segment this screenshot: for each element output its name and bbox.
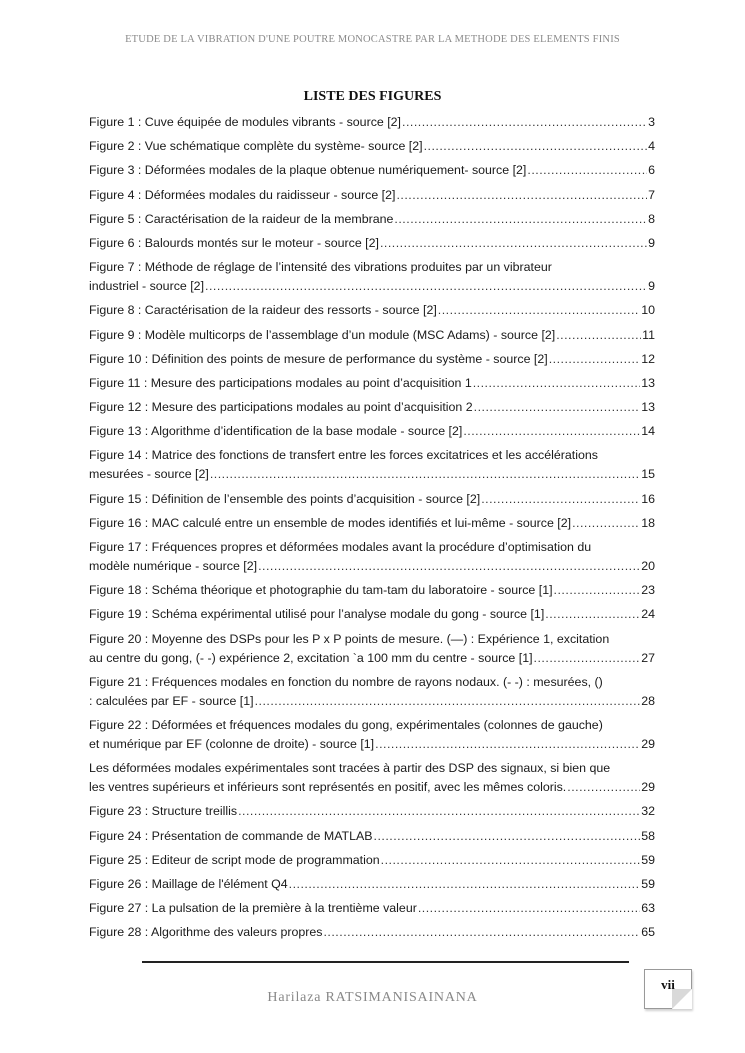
toc-entry-page: 20 <box>641 559 655 573</box>
toc-entry[interactable] <box>89 258 655 296</box>
toc-entry-page: 23 <box>641 583 655 598</box>
dot-leader <box>424 137 648 156</box>
dot-leader <box>255 692 641 711</box>
toc-entry-text-line: Figure 20 : Moyenne des DSPs pour les P x P points de mesure. (—) : Expérience 1, excitation <box>89 631 610 646</box>
toc-entry[interactable] <box>89 827 655 846</box>
toc-entry-title: Figure 13 : Algorithme d’identification de la base modale - source [2] <box>89 424 463 439</box>
dot-leader <box>258 557 640 576</box>
toc-entry[interactable] <box>89 581 655 600</box>
toc-entry[interactable] <box>89 673 655 711</box>
dot-leader <box>474 398 641 417</box>
toc-entry-page: 6 <box>648 163 655 178</box>
running-header: ETUDE DE LA VIBRATION D'UNE POUTRE MONOCASTRE PAR LA METHODE DES ELEMENTS FINIS <box>125 34 620 45</box>
dot-leader <box>527 161 647 180</box>
toc-entry[interactable] <box>89 350 655 369</box>
toc-entry-title: Figure 10 : Définition des points de mesure de performance du système - source [2] <box>89 351 548 366</box>
toc-entry[interactable] <box>89 759 655 797</box>
toc-entry[interactable] <box>89 875 655 894</box>
toc-entry-title: Figure 28 : Algorithme des valeurs propres <box>89 925 323 940</box>
toc-entry-title: Figure 1 : Cuve équipée de modules vibrants - source [2] <box>89 115 401 129</box>
toc-entry-page: 9 <box>648 279 655 294</box>
toc-entry[interactable] <box>89 802 655 821</box>
toc-entry-page: 32 <box>641 804 655 819</box>
dot-leader <box>238 802 640 821</box>
toc-entry-title: : calculées par EF - source [1] <box>89 693 254 708</box>
toc-entry-title: Figure 11 : Mesure des participations modales au point d’acquisition 1 <box>89 375 472 390</box>
page-title: LISTE DES FIGURES <box>303 89 442 104</box>
toc-entry-title: Figure 25 : Editeur de script mode de programmation <box>89 852 380 867</box>
toc-entry[interactable] <box>89 851 655 870</box>
toc-entry-page: 3 <box>648 115 655 129</box>
toc-entry-text-line: Figure 14 : Matrice des fonctions de transfert entre les forces excitatrices et les accélérations <box>89 448 598 463</box>
dot-leader <box>556 326 641 345</box>
toc-entry-title: Figure 8 : Caractérisation de la raideur des ressorts - source [2] <box>89 303 437 318</box>
toc-entry-page: 7 <box>648 187 655 202</box>
toc-entry-title: Figure 12 : Mesure des participations modales au point d’acquisition 2 <box>89 400 473 415</box>
toc-entry[interactable] <box>89 446 655 484</box>
toc-entry[interactable] <box>89 514 655 533</box>
toc-entry-title: Figure 15 : Définition de l’ensemble des points d’acquisition - source [2] <box>89 491 481 506</box>
dot-leader <box>549 350 641 369</box>
toc-entry[interactable] <box>89 630 655 668</box>
toc-entry-title: Figure 16 : MAC calculé entre un ensemble de modes identifiés et lui-même - source [2] <box>89 515 572 530</box>
toc-entry-text-line: Figure 21 : Fréquences modales en fonction du nombre de rayons nodaux. (- -) : mesurées, () <box>89 674 603 689</box>
toc-entry-title: modèle numérique - source [2] <box>89 559 258 573</box>
dot-leader <box>481 490 640 509</box>
toc-entry-text-line: Figure 7 : Méthode de réglage de l’intensité des vibrations produites par un vibrateur <box>89 260 552 275</box>
toc-entry[interactable] <box>89 605 655 624</box>
toc-entry[interactable] <box>89 301 655 320</box>
dot-leader <box>375 735 640 754</box>
dot-leader <box>572 514 640 533</box>
toc-entry-title: Figure 4 : Déformées modales du raidisseur - source [2] <box>89 187 396 202</box>
toc-entry-page: 29 <box>641 736 655 751</box>
toc-entry[interactable] <box>89 113 655 132</box>
toc-entry-page: 59 <box>641 852 655 867</box>
toc-entry-page: 13 <box>641 400 655 415</box>
toc-entry-title: Figure 6 : Balourds montés sur le moteur - source [2] <box>89 235 379 250</box>
toc-entry-title: Figure 19 : Schéma expérimental utilisé pour l’analyse modale du gong - source [1] <box>89 607 545 622</box>
toc-entry-title: industriel - source [2] <box>89 279 205 294</box>
toc-entry-title: au centre du gong, (- -) expérience 2, excitation `a 100 mm du centre - source [1] <box>89 650 533 665</box>
list-of-figures <box>89 113 655 947</box>
dot-leader <box>394 210 647 229</box>
toc-entry-page: 63 <box>641 901 655 916</box>
toc-entry-page: 28 <box>641 693 655 708</box>
dot-leader <box>438 301 640 320</box>
toc-entry-title: Figure 3 : Déformées modales de la plaque obtenue numériquement- source [2] <box>89 163 527 178</box>
toc-entry-page: 29 <box>641 780 655 795</box>
toc-entry[interactable] <box>89 899 655 918</box>
footer-author: Harilaza RATSIMANISAINANA <box>267 990 478 1005</box>
toc-entry-title: Figure 26 : Maillage de l'élément Q4 <box>89 876 288 891</box>
toc-entry-title: et numérique par EF (colonne de droite) - source [1] <box>89 736 375 751</box>
toc-entry-title: Figure 23 : Structure treillis <box>89 804 238 819</box>
toc-entry-title: Figure 9 : Modèle multicorps de l’assemblage d’un module (MSC Adams) - source [2] <box>89 327 556 342</box>
dot-leader <box>567 778 640 797</box>
toc-entry-title: Figure 2 : Vue schématique complète du système- source [2] <box>89 139 423 154</box>
dot-leader <box>289 875 641 894</box>
toc-entry-page: 14 <box>641 424 655 439</box>
dot-leader <box>473 374 640 393</box>
toc-entry-page: 8 <box>648 211 655 226</box>
toc-entry-page: 10 <box>641 303 655 318</box>
toc-entry-page: 4 <box>648 139 655 154</box>
toc-entry-title: Figure 18 : Schéma théorique et photographie du tam-tam du laboratoire - source [1] <box>89 583 553 598</box>
toc-entry-title: Figure 5 : Caractérisation de la raideur de la membrane <box>89 211 394 226</box>
footer-rule <box>142 961 629 963</box>
toc-entry[interactable] <box>89 398 655 417</box>
toc-entry[interactable] <box>89 326 655 345</box>
toc-entry-page: 13 <box>641 375 655 390</box>
toc-entry-title: Figure 27 : La pulsation de la première à la trentième valeur <box>89 901 417 916</box>
toc-entry-page: 58 <box>641 828 655 843</box>
toc-entry-page: 12 <box>641 351 655 366</box>
toc-entry-page: 24 <box>641 607 655 622</box>
dot-leader <box>374 827 641 846</box>
dot-leader <box>545 605 640 624</box>
toc-entry-page: 15 <box>641 467 655 482</box>
toc-entry[interactable] <box>89 210 655 229</box>
toc-entry-page: 18 <box>641 515 655 530</box>
page-number: vii <box>661 977 675 992</box>
toc-entry-text-line: Figure 22 : Déformées et fréquences modales du gong, expérimentales (colonnes de gauche) <box>89 717 603 732</box>
toc-entry[interactable] <box>89 923 655 942</box>
toc-entry-page: 27 <box>641 650 655 665</box>
toc-entry-page: 11 <box>642 327 655 342</box>
dot-leader <box>210 465 640 484</box>
toc-entry-title: mesurées - source [2] <box>89 467 209 482</box>
toc-entry[interactable] <box>89 137 655 156</box>
toc-entry-title: Figure 24 : Présentation de commande de MATLAB <box>89 828 373 843</box>
toc-entry-title: les ventres supérieurs et inférieurs sont représentés en positif, avec les mêmes coloris. <box>89 780 567 795</box>
toc-entry[interactable] <box>89 186 655 205</box>
toc-entry-page: 59 <box>641 876 655 891</box>
toc-entry-page: 9 <box>648 235 655 250</box>
dot-leader <box>205 277 647 296</box>
toc-entry-page: 16 <box>641 491 655 506</box>
toc-entry-text-line: Figure 17 : Fréquences propres et déformées modales avant la procédure d’optimisation du <box>89 540 592 554</box>
dot-leader <box>418 899 640 918</box>
dot-leader <box>554 581 641 600</box>
dot-leader <box>463 422 640 441</box>
toc-entry[interactable] <box>89 490 655 509</box>
toc-entry-page: 65 <box>641 925 655 940</box>
dot-leader <box>323 923 640 942</box>
dot-leader <box>380 234 647 253</box>
toc-entry[interactable] <box>89 716 655 754</box>
toc-entry[interactable] <box>89 374 655 393</box>
dot-leader <box>534 649 641 668</box>
toc-entry[interactable] <box>89 161 655 180</box>
toc-entry[interactable] <box>89 422 655 441</box>
toc-entry[interactable] <box>89 538 655 576</box>
dot-leader <box>381 851 641 870</box>
toc-entry[interactable] <box>89 234 655 253</box>
toc-entry-text-line: Les déformées modales expérimentales sont tracées à partir des DSP des signaux, si bien que <box>89 761 611 776</box>
dot-leader <box>402 113 647 132</box>
dot-leader <box>396 186 647 205</box>
